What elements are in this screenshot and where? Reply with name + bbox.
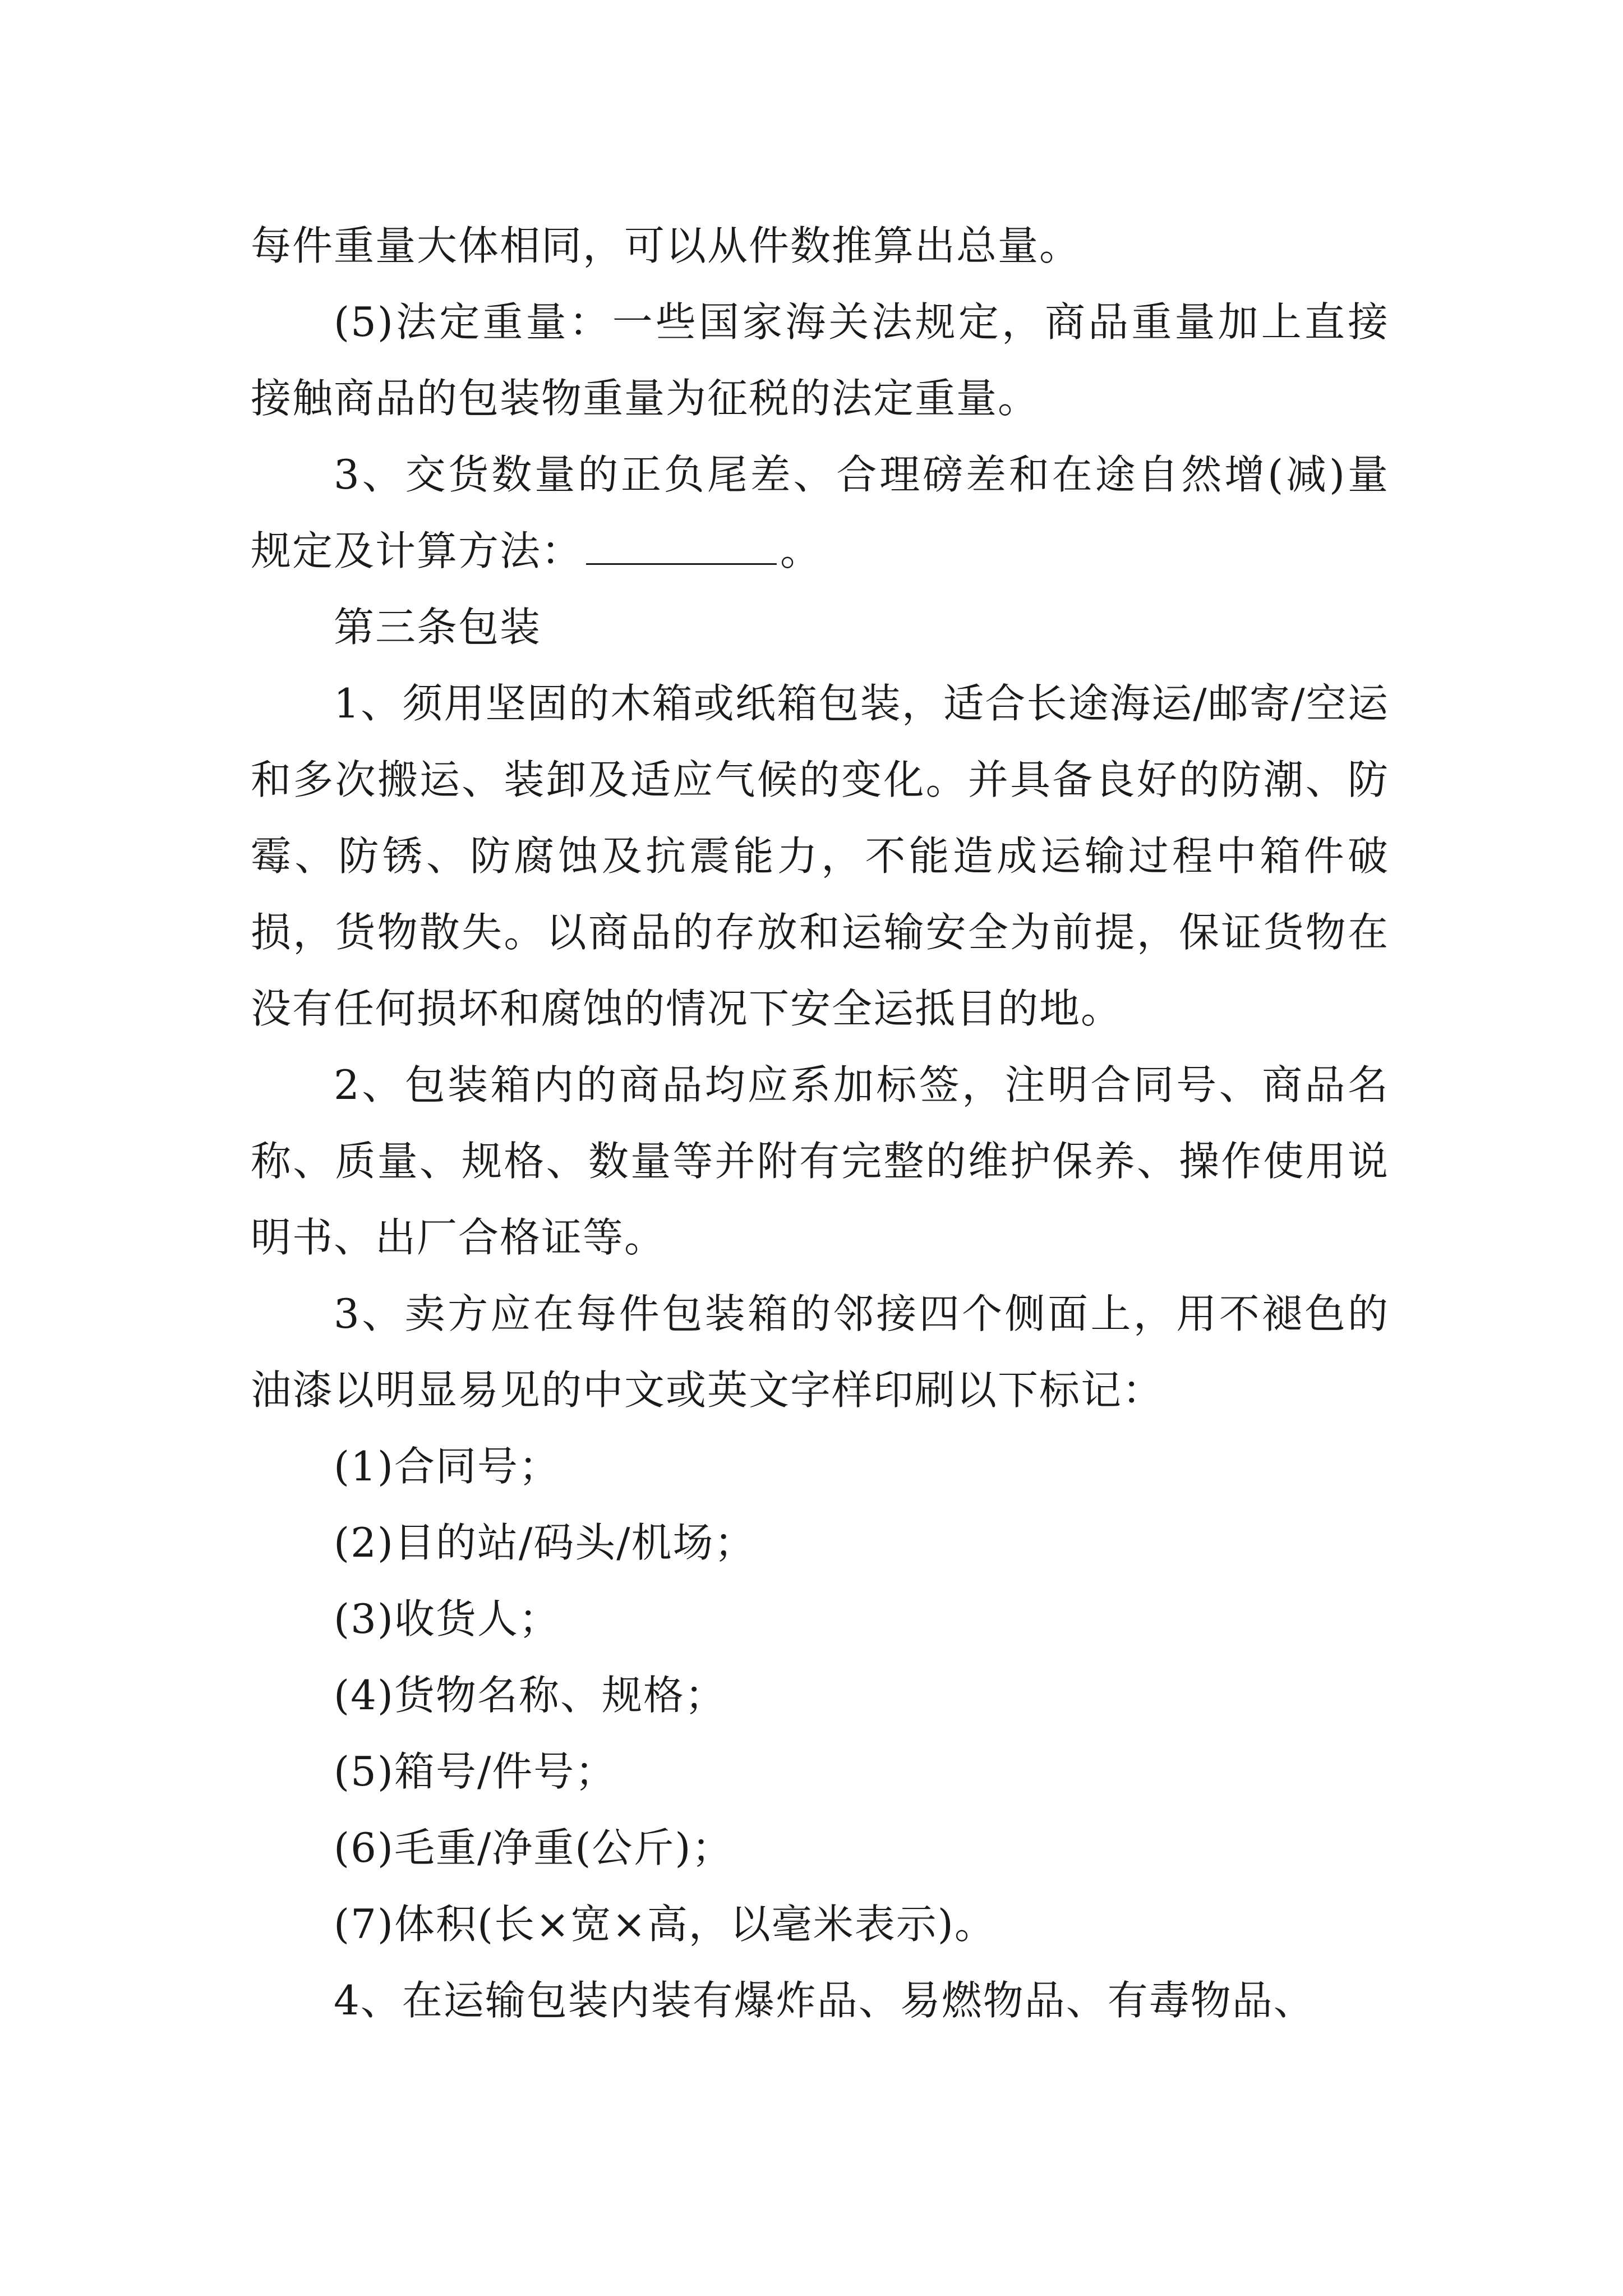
paragraph-quantity-tolerance-end: 。 <box>780 527 822 574</box>
paragraph-weight-continuation: 每件重量大体相同，可以从件数推算出总量。 <box>251 222 1081 269</box>
paragraph-quantity-tolerance-text: 3、交货数量的正负尾差、合理磅差和在途自然增(减)量规定及计算方法： <box>251 451 1389 574</box>
list-item-contract-number: (1)合同号； <box>334 1443 560 1490</box>
list-item-volume: (7)体积(长×宽×高，以毫米表示)。 <box>334 1901 996 1948</box>
paragraph-packaging-requirements: 1、须用坚固的木箱或纸箱包装，适合长途海运/邮寄/空运和多次搬运、装卸及适应气候的变化。并具备良好的防潮、防霉、防锈、防腐蚀及抗震能力，不能造成运输过程中箱件破损，货物散失。以商品的存放和运输安全为前提，保证货物在没有任何损坏和腐蚀的情况下安全运抵目的地。 <box>251 680 1389 1032</box>
list-item-case-number: (5)箱号/件号； <box>334 1748 617 1795</box>
paragraph-markings: 3、卖方应在每件包装箱的邻接四个侧面上，用不褪色的油漆以明显易见的中文或英文字样印刷以下标记： <box>251 1290 1389 1414</box>
document-body <box>251 208 1389 2039</box>
paragraph-legal-weight: (5)法定重量：一些国家海关法规定，商品重量加上直接接触商品的包装物重量为征税的法定重量。 <box>251 298 1389 422</box>
paragraph-hazardous-goods: 4、在运输包装内装有爆炸品、易燃物品、有毒物品、 <box>334 1977 1315 2024</box>
section-heading-packaging: 第三条包装 <box>334 604 542 651</box>
fill-in-blank <box>586 524 777 565</box>
list-item-goods-name: (4)货物名称、规格； <box>334 1672 726 1719</box>
paragraph-labels: 2、包装箱内的商品均应系加标签，注明合同号、商品名称、质量、规格、数量等并附有完整的维护保养、操作使用说明书、出厂合格证等。 <box>251 1061 1389 1261</box>
list-item-consignee: (3)收货人； <box>334 1595 560 1642</box>
list-item-destination: (2)目的站/码头/机场； <box>334 1519 756 1566</box>
paragraph-quantity-tolerance <box>251 436 1389 589</box>
list-item-weight: (6)毛重/净重(公斤)； <box>334 1824 734 1871</box>
